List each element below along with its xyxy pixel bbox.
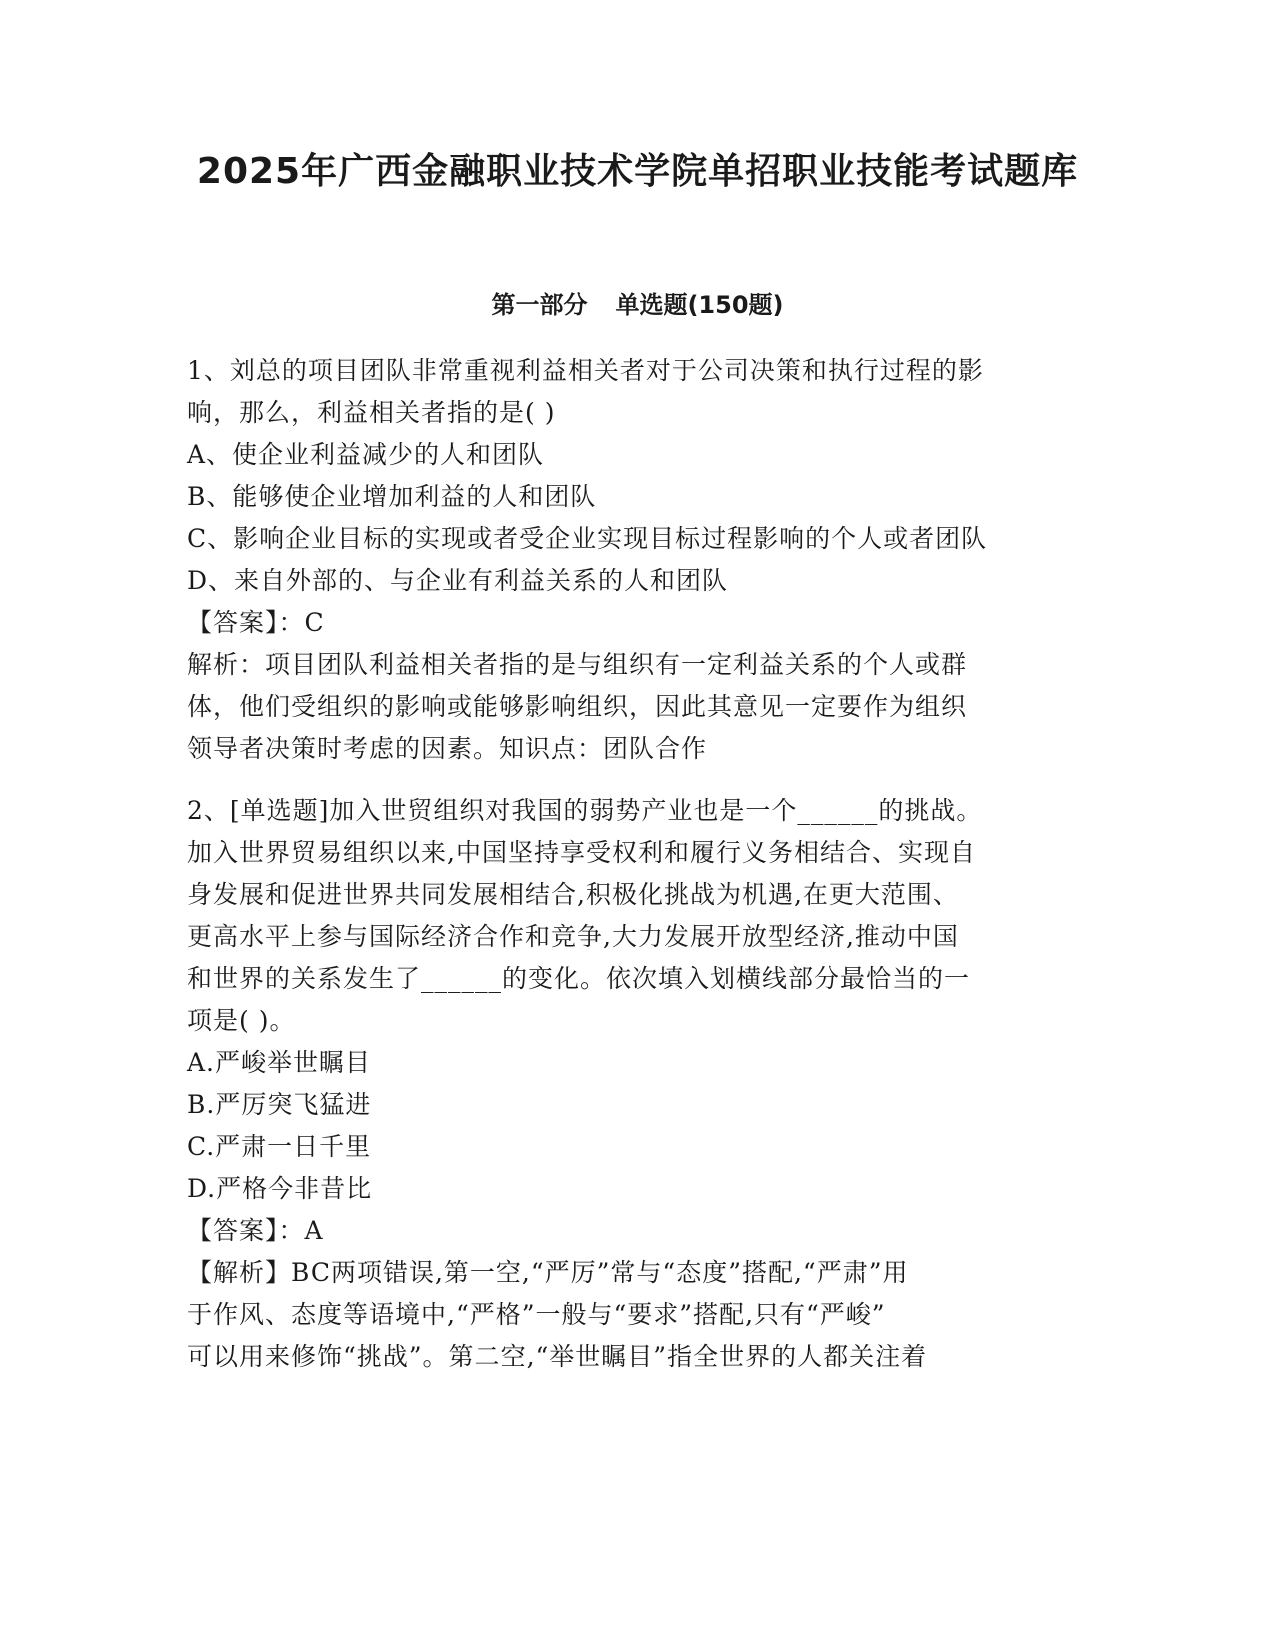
analysis-line: 领导者决策时考虑的因素。知识点：团队合作 [187,734,708,763]
option-d: D、来自外部的、与企业有利益关系的人和团队 [187,566,729,595]
option-a: A、使企业利益减少的人和团队 [187,440,545,469]
option-c: C.严肃一日千里 [187,1132,372,1161]
section-part: 第一部分 [491,291,588,319]
section-title [0,290,1275,320]
option-d: D.严格今非昔比 [187,1174,373,1203]
analysis-line: 解析：项目团队利益相关者指的是与组织有一定利益关系的个人或群 [187,650,968,679]
answer-line: 【答案】：A [187,1216,324,1245]
question-stem-line: 身发展和促进世界共同发展相结合,积极化挑战为机遇,在更大范围、 [187,880,959,909]
question-1 [187,350,1077,770]
question-stem-line: 1、刘总的项目团队非常重视利益相关者对于公司决策和执行过程的影 [187,356,984,385]
question-stem-line: 项是( )。 [187,1006,296,1035]
analysis-line: 体，他们受组织的影响或能够影响组织，因此其意见一定要作为组织 [187,692,968,721]
question-list [187,350,1077,1378]
question-stem-line: 2、[单选题]加入世贸组织对我国的弱势产业也是一个______的挑战。 [187,796,983,825]
question-stem-line: 加入世界贸易组织以来,中国坚持享受权利和履行义务相结合、实现自 [187,838,976,867]
option-b: B.严厉突飞猛进 [187,1090,372,1119]
document-title: 2025年广西金融职业技术学院单招职业技能考试题库 [196,151,1079,192]
analysis-line: 【解析】BC两项错误,第一空,“严厉”常与“态度”搭配,“严肃”用 [187,1258,909,1287]
answer-line: 【答案】：C [187,608,325,637]
analysis-line: 于作风、态度等语境中,“严格”一般与“要求”搭配,只有“严峻” [187,1300,886,1329]
question-stem-line: 响，那么，利益相关者指的是( ) [187,398,556,427]
question-stem-line: 和世界的关系发生了______的变化。依次填入划横线部分最恰当的一 [187,964,971,993]
option-a: A.严峻举世瞩目 [187,1048,372,1077]
option-c: C、影响企业目标的实现或者受企业实现目标过程影响的个人或者团队 [187,524,988,553]
section-name: 单选题(150题) [615,291,784,319]
analysis-line: 可以用来修饰“挑战”。第二空,“举世瞩目”指全世界的人都关注着 [187,1342,928,1371]
option-b: B、能够使企业增加利益的人和团队 [187,482,597,511]
question-stem-line: 更高水平上参与国际经济合作和竞争,大力发展开放型经济,推动中国 [187,922,959,951]
question-2 [187,790,1077,1378]
